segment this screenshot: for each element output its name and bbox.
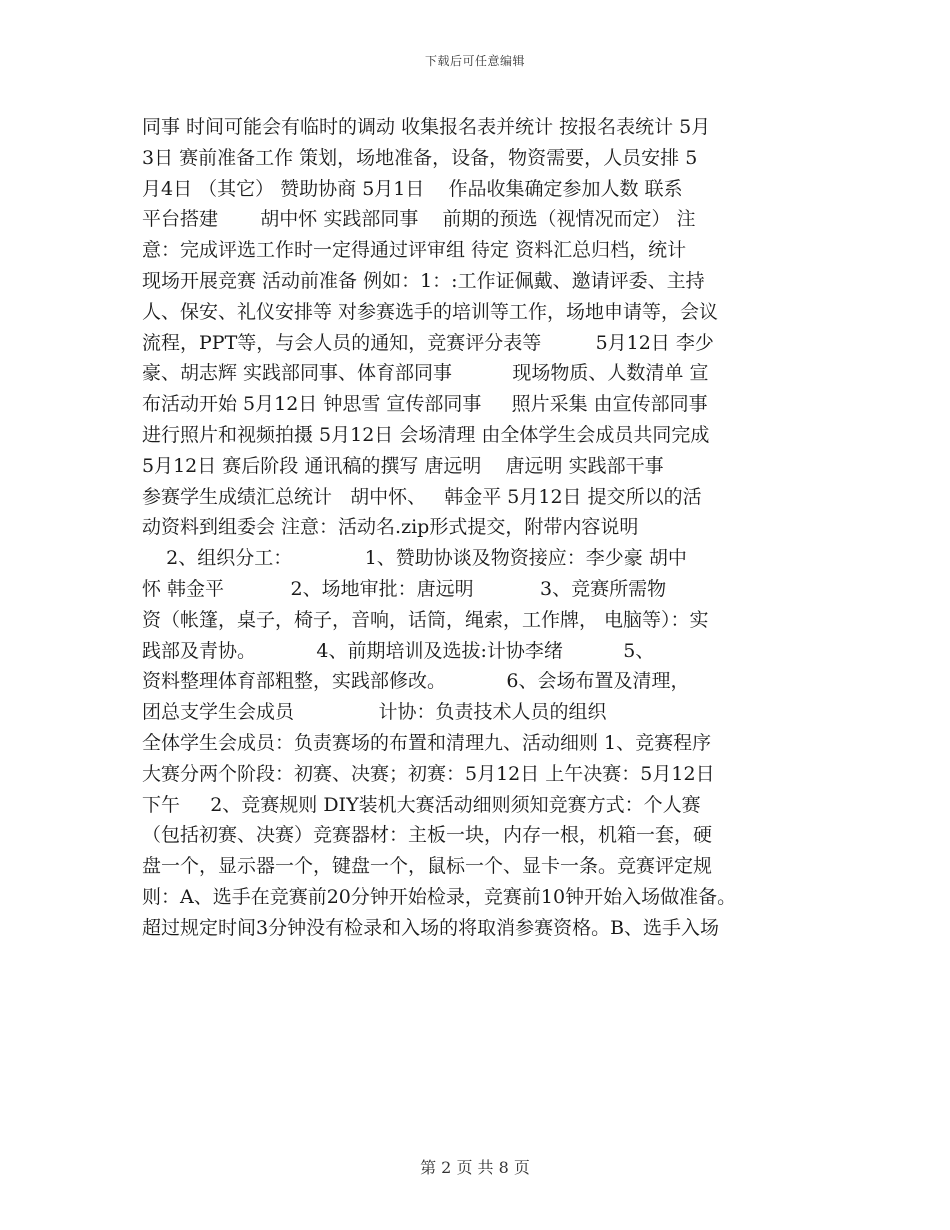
body-line: 豪、胡志辉 实践部同事、体育部同事 现场物质、人数清单 宣 (142, 362, 709, 385)
body-line: 怀 韩金平 2、场地审批：唐远明 3、竞赛所需物 (142, 577, 667, 600)
body-line: 资（帐篷，桌子，椅子，音响，话筒，绳索，工作牌， 电脑等）：实 (142, 608, 709, 631)
body-line: 践部及青协。 4、前期培训及选拔:计协李绪 5、 (142, 639, 655, 662)
body-line: 同事 时间可能会有临时的调动 收集报名表并统计 按报名表统计 5月 (142, 116, 711, 138)
body-line: 盘一个，显示器一个，键盘一个，鼠标一个、显卡一条。竞赛评定规 (142, 855, 713, 878)
body-line: 意：完成评选工作时一定得通过评审组 待定 资料汇总归档，统计 (142, 239, 687, 262)
body-line: 5月12日 赛后阶段 通讯稿的撰写 唐远明 唐远明 实践部干事 (142, 454, 664, 477)
body-line: 资料整理体育部粗整，实践部修改。 6、会场布置及清理， (142, 670, 690, 693)
body-line: 平台搭建 胡中怀 实践部同事 前期的预选（视情况而定） 注 (142, 208, 696, 231)
body-line: 团总支学生会成员 计协：负责技术人员的组织 (142, 701, 607, 724)
body-line: 布活动开始 5月12日 钟思雪 宣传部同事 照片采集 由宣传部同事 (142, 393, 708, 416)
document-body (142, 112, 812, 944)
body-line: 则：A、选手在竞赛前20分钟开始检录，竞赛前10钟开始入场做准备。 (142, 885, 737, 908)
body-line: 超过规定时间3分钟没有检录和入场的将取消参赛资格。B、选手入场 (142, 916, 720, 939)
body-line: 动资料到组委会 注意：活动名.zip形式提交，附带内容说明 (142, 516, 639, 539)
body-line: 全体学生会成员：负责赛场的布置和清理九、活动细则 1、竞赛程序 (142, 731, 712, 754)
body-line: 参赛学生成绩汇总统计 胡中怀、 韩金平 5月12日 提交所以的活 (142, 485, 702, 508)
body-line: 2、组织分工： 1、赞助协谈及物资接应：李少豪 胡中 (142, 547, 687, 570)
body-line: 大赛分两个阶段：初赛、决赛；初赛：5月12日 上午决赛：5月12日 (142, 762, 715, 785)
body-line: 进行照片和视频拍摄 5月12日 会场清理 由全体学生会成员共同完成 (142, 423, 710, 446)
body-line: 现场开展竞赛 活动前准备 例如：1：:工作证佩戴、邀请评委、主持 (142, 269, 705, 292)
body-line: 下午 2、竞赛规则 DIY装机大赛活动细则须知竞赛方式：个人赛 (142, 793, 701, 816)
body-line: （包括初赛、决赛）竞赛器材：主板一块，内存一根，机箱一套，硬 (142, 824, 713, 847)
body-line: 流程，PPT等，与会人员的通知，竞赛评分表等 5月12日 李少 (142, 331, 714, 354)
body-line: 人、保安、礼仪安排等 对参赛选手的培训等工作，场地申请等，会议 (142, 300, 719, 323)
body-line: 3日 赛前准备工作 策划，场地准备，设备，物资需要，人员安排 5 (142, 146, 698, 169)
body-line: 月4日 （其它） 赞助协商 5月1日 作品收集确定参加人数 联系 (142, 177, 683, 200)
page-header: 下载后可任意编辑 (424, 54, 525, 68)
page-number-footer: 第 2 页 共 8 页 (420, 1158, 530, 1177)
